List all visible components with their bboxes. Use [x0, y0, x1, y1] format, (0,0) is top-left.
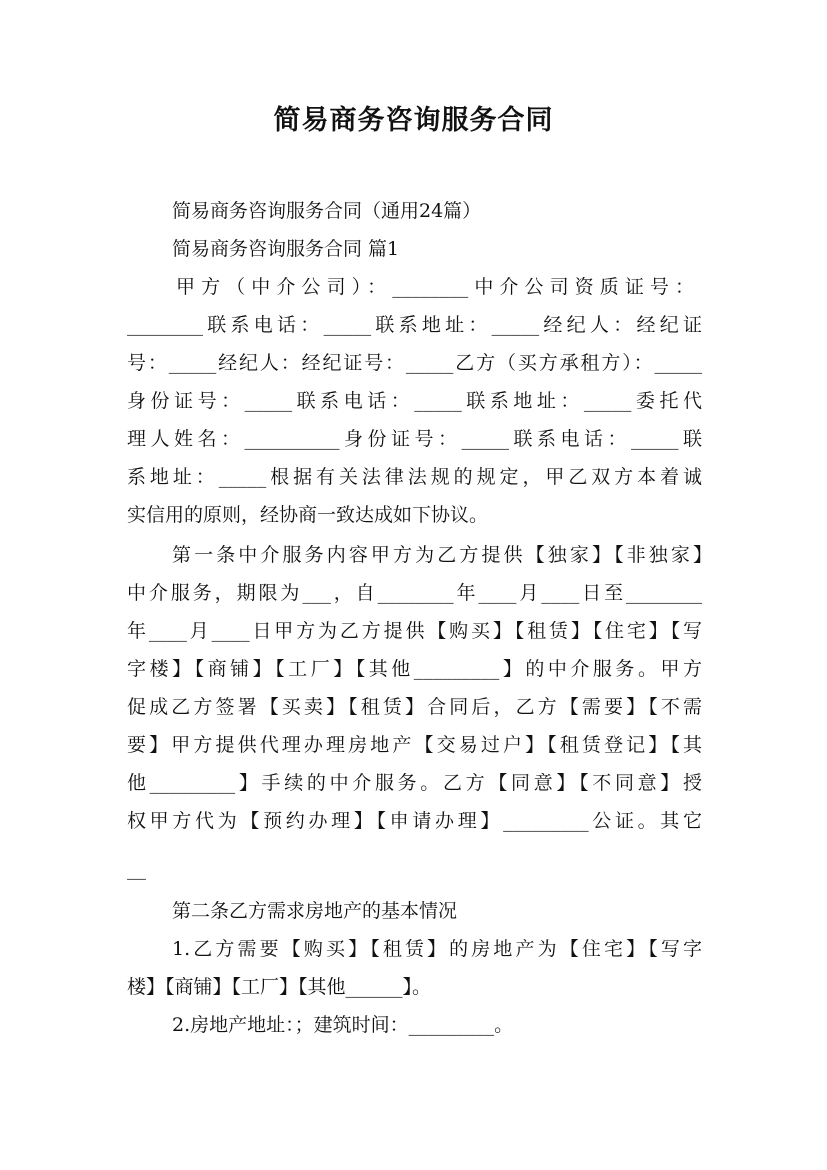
- body-line: 号：_____经纪人：经纪证号：_____乙方（买方承租方）：_____: [127, 352, 702, 374]
- body-line: 楼】【商铺】【工厂】【其他______】。: [127, 976, 432, 998]
- body-line: 理人姓名：__________身份证号：_____联系电话：_____联: [127, 428, 702, 450]
- document-subtitle: 简易商务咨询服务合同（通用24篇）: [172, 200, 482, 222]
- body-line: 权甲方代为【预约办理】【申请办理】_________公证。其它: [127, 810, 702, 832]
- body-line: 甲方（中介公司）：________中介公司资质证号：: [176, 276, 694, 298]
- body-line: 中介服务，期限为___，自________年____月____日至________: [127, 582, 702, 604]
- body-line: 他_________】手续的中介服务。乙方【同意】【不同意】授: [127, 772, 702, 794]
- body-line: 实信用的原则，经协商一致达成如下协议。: [127, 504, 489, 526]
- body-line: 字楼】【商铺】【工厂】【其他_________】的中介服务。甲方: [127, 658, 702, 680]
- body-line: 身份证号：_____联系电话：_____联系地址：_____委托代: [127, 390, 702, 412]
- body-line: 年____月____日甲方为乙方提供【购买】【租赁】【住宅】【写: [127, 620, 702, 642]
- section-heading: 第二条乙方需求房地产的基本情况: [172, 900, 458, 922]
- section-heading: 简易商务咨询服务合同 篇1: [172, 238, 400, 260]
- document-title: 简易商务咨询服务合同: [273, 105, 554, 136]
- body-line: 系地址：_____根据有关法律法规的规定，甲乙双方本着诚: [127, 466, 702, 488]
- body-line: ________联系电话：_____联系地址：_____经纪人：经纪证: [127, 314, 702, 336]
- body-line: 第一条中介服务内容甲方为乙方提供【独家】【非独家】: [172, 544, 712, 566]
- body-line: 要】甲方提供代理办理房地产【交易过户】【租赁登记】【其: [127, 734, 702, 756]
- body-line: 1.乙方需要【购买】【租赁】的房地产为【住宅】【写字: [172, 938, 702, 960]
- body-line: __: [127, 858, 146, 880]
- body-line: 2.房地产地址：；建筑时间：_________。: [172, 1014, 514, 1036]
- body-line: 促成乙方签署【买卖】【租赁】合同后，乙方【需要】【不需: [127, 696, 702, 718]
